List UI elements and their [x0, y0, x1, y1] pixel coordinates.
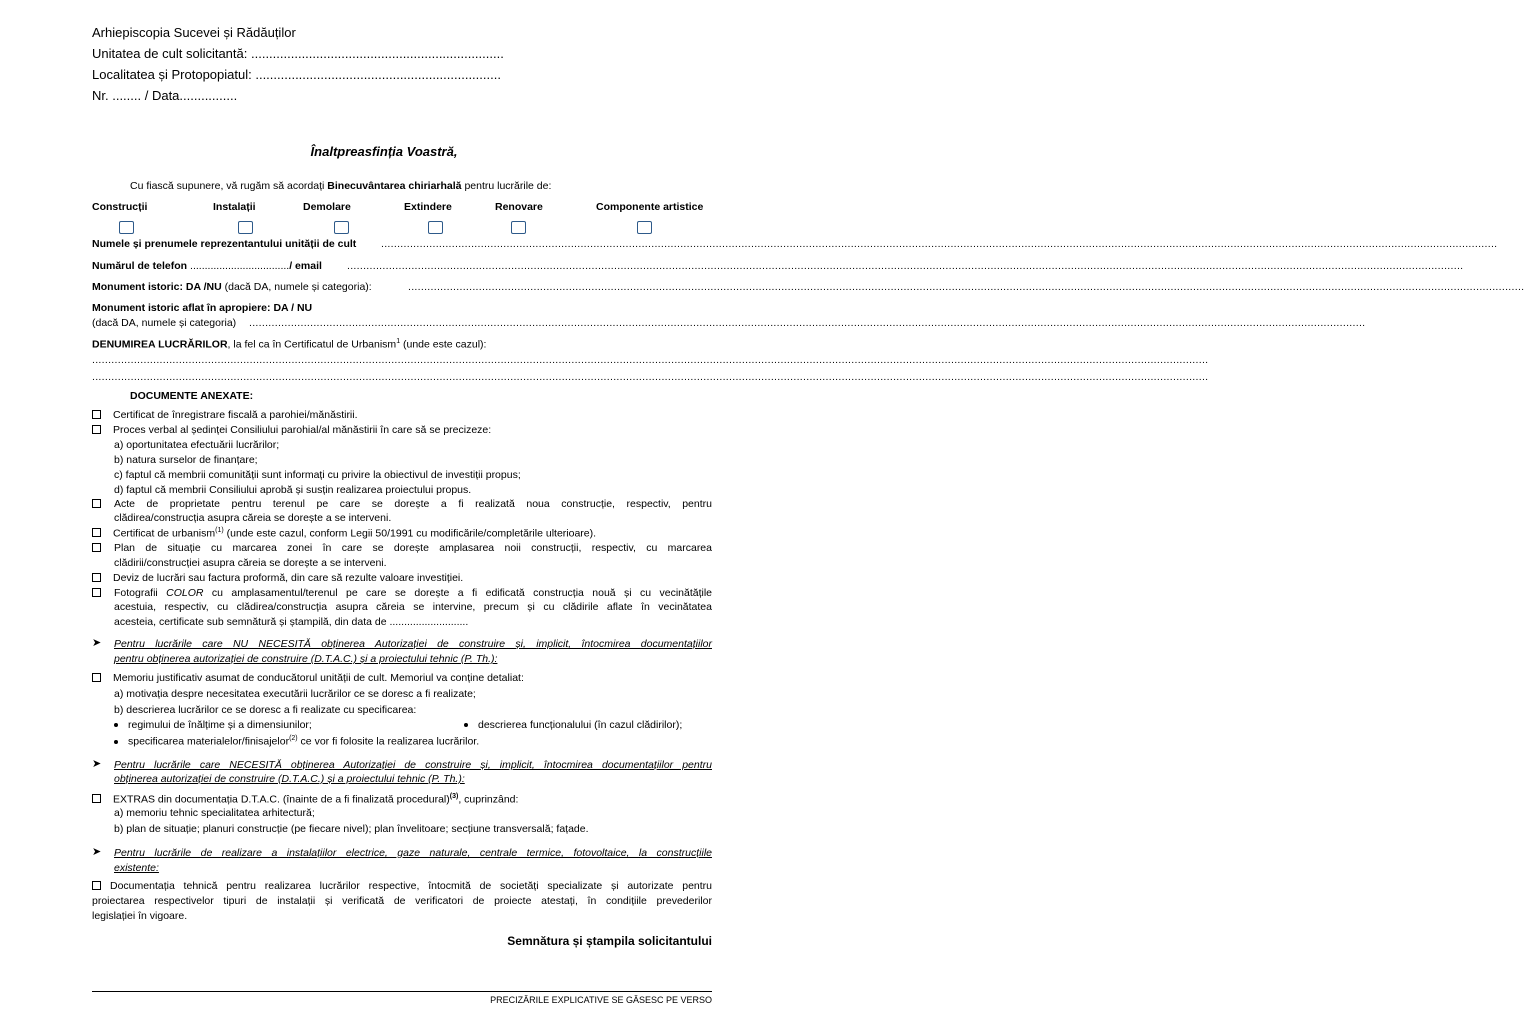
section-1-arrow-icon: ➤ [92, 637, 102, 649]
checkbox-instalatii[interactable] [238, 221, 253, 234]
email-field[interactable]: ........................................................................................................................................................................................................................................................................................................................................................... [347, 260, 1464, 272]
annex-2d: d) faptul că membrii Consiliului aprobă și susțin realizarea proiectului propus. [114, 484, 472, 496]
annex-6-checkbox[interactable] [92, 573, 101, 582]
annex-7-line-1 [114, 587, 712, 599]
salutation: Înaltpreasfinția Voastră, [310, 144, 458, 159]
near-monument-field[interactable]: ........................................................................................................................................................................................................................................................................................................................................................... [249, 317, 1366, 329]
intro-text-1: Cu fiască supunere, vă rugăm să acordați [130, 180, 325, 192]
annex-6-text: Deviz de lucrări sau factura proformă, din care să rezulte valoare investiției. [113, 572, 464, 584]
annex-3-checkbox[interactable] [92, 499, 101, 508]
annex-5-checkbox[interactable] [92, 543, 101, 552]
annex-3-line-1: Acte de proprietate pentru terenul pe care se dorește a fi realizată noua construcție, respectiv, pentru [114, 498, 712, 510]
annex-2c: c) faptul că membrii comunității sunt informați cu privire la obiectivul de investiții propus; [114, 469, 521, 481]
memoriu-bullet-2-text: descrierea funcționalului (în cazul clădirilor); [478, 719, 683, 731]
memoriu-a: a) motivația despre necesitatea executării lucrărilor ce se doresc a fi realizate; [114, 688, 476, 700]
memoriu-bullet-3-text-2: ce vor fi folosite la realizarea lucrărilor. [297, 735, 480, 748]
phone-line [92, 260, 322, 272]
section-3-title-line-1: Pentru lucrările de realizare a instalațiilor electrice, gaze naturale, centrale termice, fotovoltaice, la construcțiile [114, 847, 712, 859]
annex-3-line-2: clădirea/construcția asupra căreia se dorește a se interveni. [114, 512, 392, 524]
annex-5-line-1: Plan de situație cu marcarea zonei în care se dorește amplasarea noii construcții, respectiv, cu marcarea [114, 542, 712, 554]
annex-2-text: Proces verbal al ședinței Consiliului parohial/al mănăstirii în care să se precizeze: [113, 424, 492, 436]
annex-4 [92, 527, 596, 540]
annex-6 [92, 572, 463, 584]
near-monument-label: Monument istoric aflat în apropiere: DA / NU [92, 302, 313, 314]
annex-7-checkbox-wrap [92, 587, 113, 599]
denumire-footnote: 1 [396, 338, 401, 345]
annex-3-checkbox-wrap [92, 498, 113, 510]
bullet-icon [114, 723, 118, 727]
denumire-line [92, 338, 486, 351]
section-3-title-line-2: existente: [114, 862, 159, 874]
unit-dots: ...................................................................... [251, 46, 504, 61]
annexes-title: DOCUMENTE ANEXATE: [130, 390, 254, 402]
work-type-label-renovare: Renovare [495, 201, 543, 213]
annex-4-checkbox[interactable] [92, 528, 101, 537]
annex-4-text-2: (unde este cazul, conform Legii 50/1991 cu modificările/completările ulterioare). [223, 527, 597, 540]
annex-4-text: Certificat de urbanism [113, 527, 216, 540]
annex-7-checkbox[interactable] [92, 588, 101, 597]
memoriu-bullet-1 [114, 719, 312, 731]
unit-line [92, 46, 504, 61]
extras-a: a) memoriu tehnic specialitatea arhitectură; [114, 807, 315, 819]
checkbox-renovare[interactable] [511, 221, 526, 234]
section-3-arrow-icon: ➤ [92, 846, 102, 858]
doc-tehnica-checkbox[interactable] [92, 881, 101, 890]
work-type-label-componente: Componente artistice [596, 201, 704, 213]
annex-4-footnote: (1) [215, 527, 224, 534]
extras-checkbox[interactable] [92, 794, 101, 803]
denumire-end: (unde este cazul): [400, 338, 487, 351]
section-2-title-line-2: obținerea autorizației de construire (D.T.A.C.) și a proiectului tehnic (P. Th.): [114, 773, 465, 785]
section-2-arrow-icon: ➤ [92, 758, 102, 770]
intro-line [130, 180, 551, 192]
footer-divider [92, 991, 712, 992]
rep-name-label: Numele și prenumele reprezentantului unității de cult [92, 238, 357, 250]
annex-5-line-2: clădirii/construcției asupra căreia se dorește a se interveni. [114, 557, 387, 569]
work-type-label-instalatii: Instalații [213, 201, 256, 213]
monument-line [92, 281, 372, 293]
memoriu-bullet-2 [464, 719, 682, 731]
doc-tehnica-line-1: Documentația tehnică pentru realizarea lucrărilor respective, întocmită de societăți specializate și autorizate pentru [110, 880, 712, 892]
annex-7-line-2: acestuia, respectiv, cu clădirea/construcția asupra căreia se intervine, precum și cu clădirile aflate în vecinătatea [114, 601, 712, 613]
annex-7-line-3: acesteia, certificate sub semnătură și ștampilă, din data de ........................... [114, 616, 469, 628]
section-1-title-line-2: pentru obținerea autorizației de construire (D.T.A.C.) și a proiectului tehnic (P. Th.): [114, 653, 498, 665]
memoriu-b: b) descrierea lucrărilor ce se doresc a fi realizate cu specificarea: [114, 704, 417, 716]
memoriu-text: Memoriu justificativ asumat de conducătorul unității de cult. Memoriul va conține detaliat: [113, 672, 524, 684]
extras-b: b) plan de situație; planuri construcție (pe fiecare nivel); plan învelitoare; secțiune transversală; fațade. [114, 823, 589, 835]
intro-bold: Binecuvântarea chiriarhală [327, 180, 462, 192]
annex-7-text-a: Fotografii [114, 587, 167, 599]
denumire-field-2[interactable]: ........................................................................................................................................................................................................................................................................................................................................................... [92, 371, 1209, 383]
locality-line [92, 67, 501, 82]
checkbox-constructii[interactable] [119, 221, 134, 234]
signature-label: Semnătura și ștampila solicitantului [507, 934, 712, 948]
annex-1-checkbox[interactable] [92, 410, 101, 419]
locality-label: Localitatea și Protopopiatul: [92, 67, 252, 82]
email-label: / email [289, 260, 322, 272]
checkbox-extindere[interactable] [428, 221, 443, 234]
monument-field[interactable]: ........................................................................................................................................................................................................................................................................................................................................................... [408, 281, 1524, 293]
monument-label: Monument istoric: DA /NU [92, 281, 222, 293]
checkbox-demolare[interactable] [334, 221, 349, 234]
annex-2a: a) oportunitatea efectuării lucrărilor; [114, 439, 280, 451]
phone-label: Numărul de telefon [92, 260, 188, 272]
doc-tehnica-line-2: proiectarea respectivelor tipuri de instalații și verificată de verificatori de proiecte atestați, în condițiile prevederilor [92, 895, 712, 907]
annex-2-checkbox[interactable] [92, 425, 101, 434]
extras-footnote: (3) [449, 793, 459, 800]
memoriu-bullet-3 [114, 735, 479, 748]
work-type-label-demolare: Demolare [303, 201, 351, 213]
footer-note: PRECIZĂRILE EXPLICATIVE SE GĂSESC PE VERSO [490, 995, 712, 1005]
annex-2b: b) natura surselor de finanțare; [114, 454, 258, 466]
denumire-label: DENUMIREA LUCRĂRILOR [92, 338, 228, 351]
memoriu-bullet-1-text: regimului de înălțime și a dimensiunilor; [128, 719, 312, 731]
section-2-title-line-1: Pentru lucrările care NECESITĂ obținerea Autorizației de construire și, implicit, întocmirea documentațiilor pentru [114, 759, 712, 771]
checkbox-componente[interactable] [637, 221, 652, 234]
org-name: Arhiepiscopia Sucevei și Rădăuților [92, 25, 296, 40]
memoriu-footnote: (2) [289, 735, 298, 742]
rep-name-field[interactable]: ........................................................................................................................................................................................................................................................................................................................................................... [381, 238, 1498, 250]
nr-date-line: Nr. ........ / Data................ [92, 88, 238, 103]
locality-dots: .................................................................... [255, 67, 501, 82]
monument-note: (dacă DA, numele și categoria): [224, 281, 372, 293]
annex-2 [92, 424, 491, 436]
denumire-field-1[interactable]: ........................................................................................................................................................................................................................................................................................................................................................... [92, 354, 1209, 366]
memoriu-bullet-3-text: specificarea materialelor/finisajelor [128, 735, 290, 748]
annex-1-text: Certificat de înregistrare fiscală a parohiei/mănăstirii. [113, 409, 358, 421]
annex-7-italic: COLOR [166, 587, 204, 599]
section-1-title-line-1: Pentru lucrările care NU NECESITĂ obținerea Autorizației de construire și, implicit, întocmirea documentațiilor [114, 638, 712, 650]
annex-1 [92, 409, 358, 421]
extras-text-2: , cuprinzând: [458, 793, 519, 806]
work-type-label-constructii: Construcții [92, 201, 148, 213]
annex-5-checkbox-wrap [92, 542, 113, 554]
memoriu-item [92, 672, 524, 684]
work-type-label-extindere: Extindere [404, 201, 452, 213]
annex-7-text-b: cu amplasamentul/terenul pe care se dorește a fi edificată construcția nouă și cu vecinătățile [203, 587, 713, 599]
bullet-icon [464, 723, 468, 727]
extras-item [92, 793, 518, 806]
doc-tehnica-line-3: legislației în vigoare. [92, 910, 188, 922]
bullet-icon [114, 740, 118, 744]
extras-text: EXTRAS din documentația D.T.A.C. (înainte de a fi finalizată procedural) [113, 793, 450, 806]
phone-field[interactable]: .................................. [190, 260, 290, 272]
near-monument-note: (dacă DA, numele și categoria) [92, 317, 237, 329]
memoriu-checkbox[interactable] [92, 673, 101, 682]
unit-label: Unitatea de cult solicitantă: [92, 46, 248, 61]
denumire-text: , la fel ca în Certificatul de Urbanism [227, 338, 397, 351]
intro-text-2: pentru lucrările de: [464, 180, 552, 192]
